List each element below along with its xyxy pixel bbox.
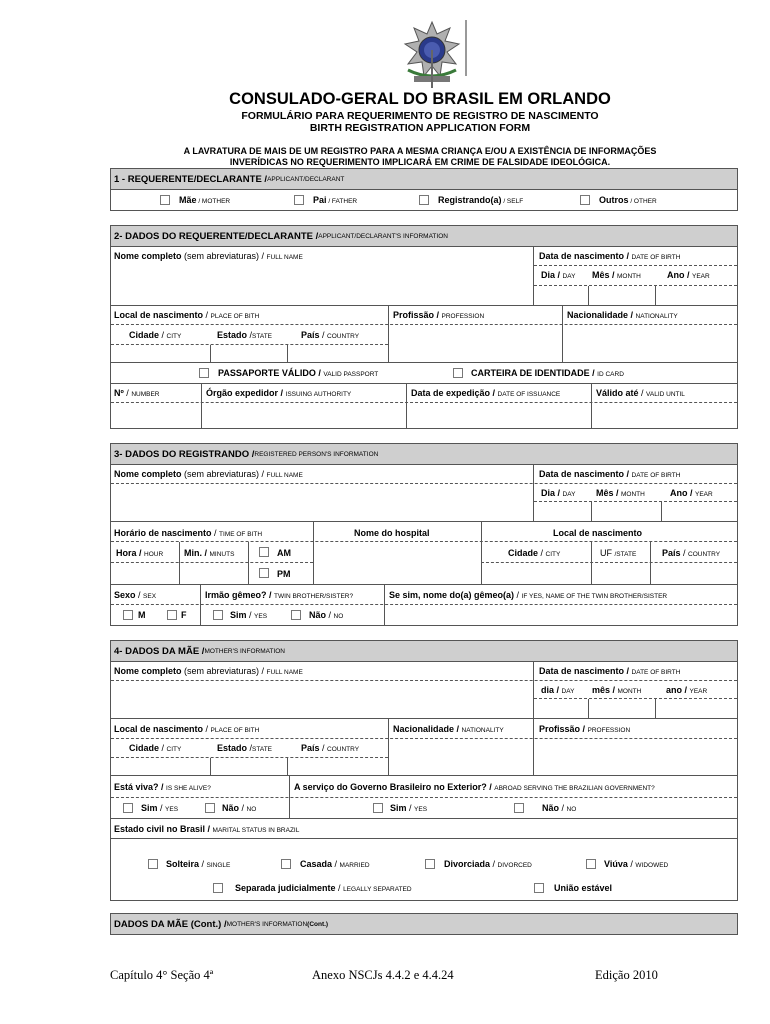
alive-yes-checkbox[interactable] [123, 803, 133, 813]
field-label: Ano / YEAR [670, 488, 713, 498]
divider [591, 502, 592, 521]
field-label: Horário de nascimento / TIME OF BITH [114, 528, 263, 538]
divider [179, 542, 180, 584]
footer-edition: Edição 2010 [595, 968, 658, 982]
divider [591, 384, 592, 428]
field-label: Casada / MARRIED [300, 859, 370, 869]
divider [406, 384, 407, 428]
field-label: Local de nascimento / PLACE OF BITH [114, 724, 260, 734]
section-5-title: DADOS DA MÃE (Cont.) / [114, 918, 227, 930]
single-checkbox[interactable] [148, 859, 158, 869]
field-label: Sexo / SEX [114, 590, 157, 600]
field-label: CARTEIRA DE IDENTIDADE / ID CARD [471, 368, 624, 378]
am-checkbox[interactable] [259, 547, 269, 557]
other-checkbox[interactable] [580, 195, 590, 205]
field-label: Ano / YEAR [667, 270, 710, 280]
divider [534, 285, 737, 286]
field-label: Não / NO [309, 610, 344, 620]
brazil-coat-of-arms-seal [396, 20, 468, 90]
divider [210, 345, 211, 362]
field-label: União estável [554, 883, 613, 893]
female-checkbox[interactable] [167, 610, 177, 620]
divider [650, 542, 651, 584]
stable-union-checkbox[interactable] [534, 883, 544, 893]
divider [111, 305, 737, 306]
section-2-title: 2- DADOS DO REQUERENTE/DECLARANTE / [114, 230, 319, 242]
field-label: Profissão / PROFESSION [393, 310, 485, 320]
divider [111, 718, 737, 719]
page-title: CONSULADO-GERAL DO BRASIL EM ORLANDO [229, 90, 611, 108]
field-label: PM [277, 569, 291, 579]
legally-separated-checkbox[interactable] [213, 883, 223, 893]
section-3-title: 3- DADOS DO REGISTRANDO / [114, 448, 255, 460]
id-card-checkbox[interactable] [453, 368, 463, 378]
field-label: Min. / MINUTS [184, 548, 235, 558]
section-1-title-en: APPLICANT/DECLARANT [267, 175, 345, 183]
divider [661, 502, 662, 521]
divider [111, 584, 737, 585]
field-label: Dia / DAY [541, 270, 576, 280]
birth-date-label: Data de nascimento / DATE OF BIRTH [539, 251, 681, 261]
applicant-name-input[interactable] [112, 268, 530, 302]
field-label: Data de nascimento / DATE OF BIRTH [539, 469, 681, 479]
field-label: Data de expedição / DATE OF ISSUANCE [411, 388, 561, 398]
field-label: Mês / MONTH [596, 488, 645, 498]
field-label: Mês / MONTH [592, 270, 641, 280]
pm-checkbox[interactable] [259, 568, 269, 578]
divider [111, 757, 388, 758]
field-label: Nacionalidade / NATIONALITY [393, 724, 504, 734]
field-label: A serviço do Governo Brasileiro no Exterior? / ABROAD SERVING THE BRAZILIAN GOVERNMENT? [294, 782, 655, 792]
divider [287, 758, 288, 775]
divider [313, 522, 314, 584]
twin-yes-checkbox[interactable] [213, 610, 223, 620]
field-label: Estado civil no Brasil / MARITAL STATUS IN BRAZIL [114, 824, 300, 834]
registered-birthplace-label: Local de nascimento [553, 528, 643, 538]
footer-annex: Anexo NSCJs 4.4.2 e 4.4.24 [312, 968, 454, 982]
section-4-title: 4- DADOS DA MÃE / [114, 645, 205, 657]
field-label: Cidade / CITY [129, 330, 182, 340]
field-label: M [138, 610, 146, 620]
field-label: Solteira / SINGLE [166, 859, 231, 869]
field-label: Local de nascimento / PLACE OF BITH [114, 310, 260, 320]
field-label: Separada judicialmente / LEGALLY SEPARATED [235, 883, 412, 893]
male-checkbox[interactable] [123, 610, 133, 620]
field-label: Se sim, nome do(a) gêmeo(a) / IF YES, NAME OF THE TWIN BROTHER/SISTER [389, 590, 668, 600]
field-label: Estado /STATE [217, 743, 273, 753]
divider [111, 818, 737, 819]
field-label: Cidade / CITY [508, 548, 561, 558]
field-label: Viúva / WIDOWED [604, 859, 669, 869]
warning-line-2: INVERÍDICAS NO REQUERIMENTO IMPLICARÁ EM CRIME DE FALSIDADE IDEOLÓGICA. [229, 157, 611, 167]
field-label: dia / DAY [541, 685, 575, 695]
field-label: Válido até / VALID UNTIL [596, 388, 685, 398]
divider [287, 345, 288, 362]
divider [111, 838, 737, 839]
divider [210, 758, 211, 775]
divider [655, 699, 656, 718]
field-label: Estado /STATE [217, 330, 273, 340]
divider [588, 699, 589, 718]
field-label: UF /STATE [600, 548, 637, 558]
field-label: Outros / OTHER [599, 195, 657, 205]
divider [591, 542, 592, 584]
twin-no-checkbox[interactable] [291, 610, 301, 620]
field-label: Não / NO [542, 803, 577, 813]
hospital-label: Nome do hospital [354, 528, 430, 538]
field-label: Nome completo (sem abreviaturas) / FULL NAME [114, 469, 303, 479]
field-label: Divorciada / DIVORCED [444, 859, 532, 869]
field-label: Sim / YES [230, 610, 268, 620]
passport-checkbox[interactable] [199, 368, 209, 378]
field-label: Hora / HOUR [116, 548, 164, 558]
gov-service-yes-checkbox[interactable] [373, 803, 383, 813]
field-label: Sim / YES [390, 803, 428, 813]
field-label: Profissão / PROFESSION [539, 724, 631, 734]
divider [533, 662, 534, 718]
field-label: País / COUNTRY [301, 330, 360, 340]
field-label: Dia / DAY [541, 488, 576, 498]
field-label: Nacionalidade / NATIONALITY [567, 310, 678, 320]
form-subtitle-en: BIRTH REGISTRATION APPLICATION FORM [309, 122, 531, 134]
field-label: Registrando(a) / SELF [438, 195, 524, 205]
divider [111, 604, 737, 605]
divider [111, 324, 737, 325]
divider [588, 286, 589, 305]
widowed-checkbox[interactable] [586, 859, 596, 869]
field-label: País / COUNTRY [301, 743, 360, 753]
mother-name-input[interactable] [112, 683, 530, 715]
field-label: Sim / YES [141, 803, 179, 813]
field-label: Data de nascimento / DATE OF BIRTH [539, 666, 681, 676]
divider [111, 562, 313, 563]
field-label: Pai / FATHER [313, 195, 358, 205]
divider [655, 286, 656, 305]
divider [481, 522, 482, 584]
divider [111, 680, 737, 681]
section-5-header: DADOS DA MÃE (Cont.) / MOTHER'S INFORMATION (Cont.) [110, 913, 738, 935]
field-label: Cidade / CITY [129, 743, 182, 753]
field-label: Órgão expedidor / ISSUING AUTHORITY [206, 388, 352, 398]
father-checkbox[interactable] [294, 195, 304, 205]
divider [533, 247, 534, 305]
registered-name-input[interactable] [112, 486, 530, 518]
field-label: PASSAPORTE VÁLIDO / VALID PASSPORT [218, 368, 379, 378]
divider [248, 542, 249, 584]
field-label: País / COUNTRY [662, 548, 721, 558]
field-label: Nº / NUMBER [114, 388, 160, 398]
divider [200, 585, 201, 625]
divider [111, 383, 737, 384]
divider [111, 402, 737, 403]
divider [534, 698, 737, 699]
divider [533, 465, 534, 521]
divider [201, 384, 202, 428]
gov-service-no-checkbox[interactable] [514, 803, 524, 813]
divider [534, 265, 737, 266]
field-label: AM [277, 548, 291, 558]
divider [111, 362, 737, 363]
married-checkbox[interactable] [281, 859, 291, 869]
divider [111, 775, 737, 776]
divider [111, 797, 737, 798]
field-label: Está viva? / IS SHE ALIVE? [114, 782, 211, 792]
field-label: mês / MONTH [592, 685, 642, 695]
divider [481, 562, 737, 563]
divider [388, 719, 389, 775]
section-4-header: 4- DADOS DA MÃE / MOTHER'S INFORMATION [110, 640, 738, 662]
divider [388, 306, 389, 362]
field-label: F [181, 610, 187, 620]
divider [111, 344, 388, 345]
divorced-checkbox[interactable] [425, 859, 435, 869]
form-subtitle-pt: FORMULÁRIO PARA REQUERIMENTO DE REGISTRO DE NASCIMENTO [241, 110, 599, 122]
field-label: Irmão gêmeo? / TWIN BROTHER/SISTER? [205, 590, 354, 600]
section-3-header: 3- DADOS DO REGISTRANDO / REGISTERED PERSON'S INFORMATION [110, 443, 738, 465]
divider [111, 738, 737, 739]
self-checkbox[interactable] [419, 195, 429, 205]
divider [562, 306, 563, 362]
field-label: Nome completo (sem abreviaturas) / FULL NAME [114, 666, 303, 676]
full-name-label: Nome completo (sem abreviaturas) / FULL NAME [114, 251, 303, 261]
divider [533, 719, 534, 775]
section-2-header: 2- DADOS DO REQUERENTE/DECLARANTE / APPLICANT/DECLARANT'S INFORMATION [110, 225, 738, 247]
alive-no-checkbox[interactable] [205, 803, 215, 813]
field-label: Não / NO [222, 803, 257, 813]
field-label: ano / YEAR [666, 685, 708, 695]
mother-checkbox[interactable] [160, 195, 170, 205]
divider [111, 541, 737, 542]
section-1-title: 1 - REQUERENTE/DECLARANTE / [114, 173, 268, 185]
divider [384, 585, 385, 625]
section-1-header [110, 168, 738, 190]
footer-chapter: Capítulo 4° Seção 4ª [110, 968, 214, 982]
warning-line-1: A LAVRATURA DE MAIS DE UM REGISTRO PARA A MESMA CRIANÇA E/OU A EXISTÊNCIA DE INFORMAÇÕES [183, 146, 657, 156]
divider [111, 521, 737, 522]
divider [111, 483, 737, 484]
field-label: Mãe / MOTHER [179, 195, 231, 205]
divider [534, 501, 737, 502]
